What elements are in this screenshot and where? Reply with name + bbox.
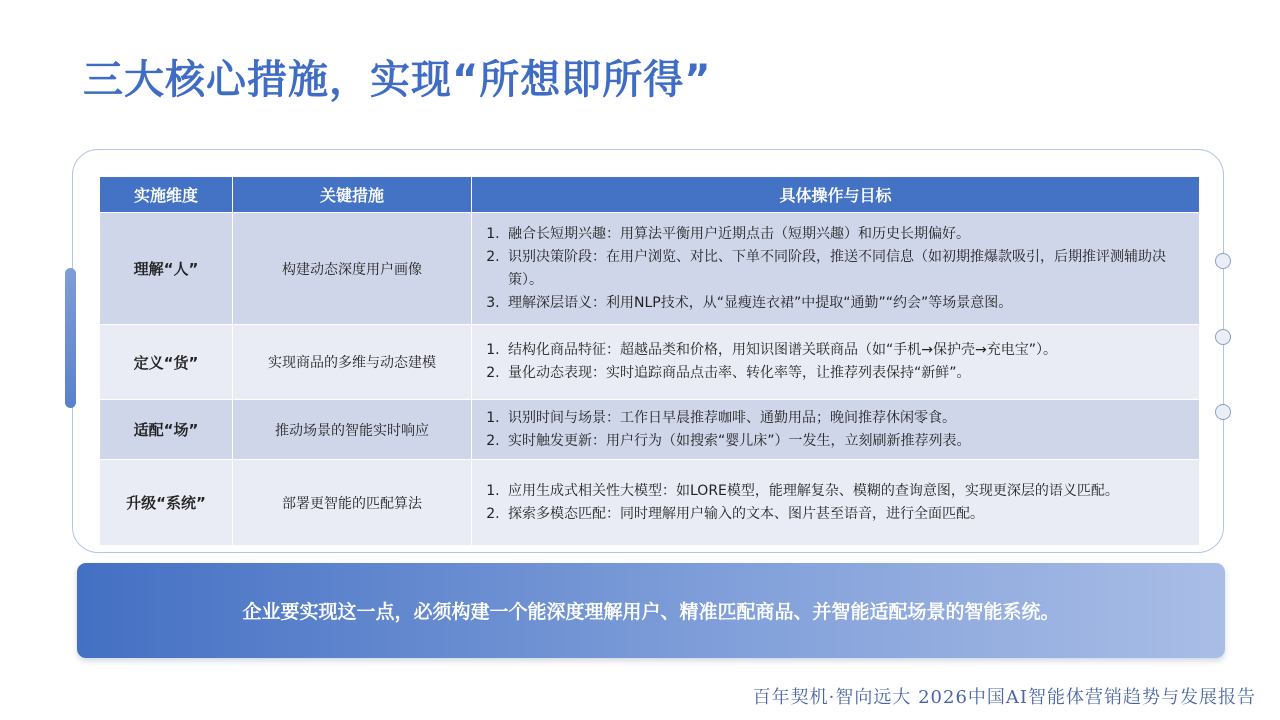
header-measure: 关键措施 (233, 177, 472, 213)
table-row (100, 460, 1200, 546)
side-accent-bar (65, 268, 76, 408)
header-operations: 具体操作与目标 (472, 177, 1200, 213)
operation-item: 2. 识别决策阶段：在用户浏览、对比、下单不同阶段，推送不同信息（如初期推爆款吸引，后期推评测辅助决策）。 (504, 246, 1189, 292)
decor-dot-1 (1215, 253, 1231, 269)
report-footer: 百年契机·智向远大 2026中国AI智能体营销趋势与发展报告 (752, 687, 1256, 708)
row-dimension: 理解“人” (100, 213, 233, 325)
row-dimension: 定义“货” (100, 325, 233, 400)
row-operations (472, 400, 1200, 460)
summary-banner (77, 563, 1225, 658)
operation-item: 1. 融合长短期兴趣：用算法平衡用户近期点击（短期兴趣）和历史长期偏好。 (504, 223, 1189, 246)
summary-text: 企业要实现这一点，必须构建一个能深度理解用户、精准匹配商品、并智能适配场景的智能系统。 (242, 601, 1060, 623)
operation-item: 3. 理解深层语义：利用NLP技术，从“显瘦连衣裙”中提取“通勤”“约会”等场景意图。 (504, 292, 1189, 315)
operation-item: 1. 结构化商品特征：超越品类和价格，用知识图谱关联商品（如“手机→保护壳→充电宝”）。 (504, 339, 1189, 362)
table-row (100, 400, 1200, 460)
header-dimension: 实施维度 (100, 177, 233, 213)
row-operations (472, 460, 1200, 546)
row-measure: 部署更智能的匹配算法 (233, 460, 472, 546)
decor-dot-3 (1215, 404, 1231, 420)
row-dimension: 升级“系统” (100, 460, 233, 546)
row-measure: 实现商品的多维与动态建模 (233, 325, 472, 400)
operation-item: 1. 识别时间与场景：工作日早晨推荐咖啡、通勤用品；晚间推荐休闲零食。 (504, 407, 1189, 430)
row-operations (472, 213, 1200, 325)
table-header-row (100, 177, 1200, 213)
table-row (100, 213, 1200, 325)
operation-item: 2. 探索多模态匹配：同时理解用户输入的文本、图片甚至语音，进行全面匹配。 (504, 503, 1189, 526)
decor-dot-2 (1215, 329, 1231, 345)
operation-item: 1. 应用生成式相关性大模型：如LORE模型，能理解复杂、模糊的查询意图，实现更深层的语义匹配。 (504, 480, 1189, 503)
operation-item: 2. 量化动态表现：实时追踪商品点击率、转化率等，让推荐列表保持“新鲜”。 (504, 362, 1189, 385)
operation-item: 2. 实时触发更新：用户行为（如搜索“婴儿床”）一发生，立刻刷新推荐列表。 (504, 430, 1189, 453)
row-measure: 构建动态深度用户画像 (233, 213, 472, 325)
row-operations (472, 325, 1200, 400)
page-title: 三大核心措施，实现“所想即所得” (83, 57, 712, 103)
table-row (100, 325, 1200, 400)
row-dimension: 适配“场” (100, 400, 233, 460)
row-measure: 推动场景的智能实时响应 (233, 400, 472, 460)
measures-table (99, 176, 1200, 546)
